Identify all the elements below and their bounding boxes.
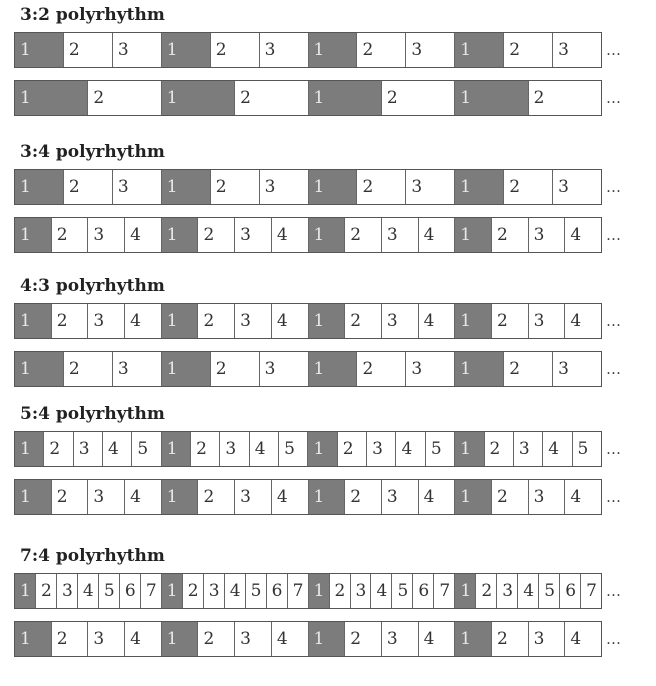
beat-cell: 3 [382, 304, 419, 338]
beat-cell: 4 [78, 574, 99, 608]
beat-cell: 2 [492, 622, 529, 656]
beat-cell: 2 [330, 574, 351, 608]
continuation-ellipsis: … [606, 582, 621, 600]
beat-cell: 5 [392, 574, 413, 608]
continuation-ellipsis: … [606, 178, 621, 196]
beat-cell: 3 [529, 622, 566, 656]
beat-cell: 5 [573, 432, 601, 466]
beat-cell-accent: 1 [15, 574, 36, 608]
beat-cell: 4 [272, 480, 309, 514]
beat-cell: 3 [88, 218, 125, 252]
beat-row [14, 479, 602, 515]
beat-cell: 4 [565, 304, 601, 338]
beat-cell: 2 [36, 574, 57, 608]
beat-cell-accent: 1 [455, 81, 528, 115]
beat-cell-accent: 1 [162, 218, 199, 252]
beat-cell: 2 [211, 352, 260, 386]
beat-cell: 2 [382, 81, 455, 115]
beat-cell: 2 [198, 304, 235, 338]
beat-cell: 2 [64, 33, 113, 67]
beat-cell: 3 [406, 170, 455, 204]
beat-cell: 7 [581, 574, 601, 608]
beat-cell-accent: 1 [162, 81, 235, 115]
beat-row [14, 32, 602, 68]
beat-cell: 2 [476, 574, 497, 608]
beat-cell-accent: 1 [309, 574, 330, 608]
beat-cell-accent: 1 [455, 574, 476, 608]
beat-cell: 3 [406, 352, 455, 386]
beat-cell-accent: 1 [162, 33, 211, 67]
section-title: 4:3 polyrhythm [20, 276, 165, 296]
beat-cell: 4 [565, 218, 601, 252]
beat-cell: 7 [288, 574, 309, 608]
beat-cell-accent: 1 [455, 480, 492, 514]
beat-cell: 6 [413, 574, 434, 608]
beat-cell: 2 [357, 170, 406, 204]
beat-cell: 2 [345, 218, 382, 252]
beat-cell: 2 [492, 304, 529, 338]
section-title: 3:4 polyrhythm [20, 142, 165, 162]
beat-cell-accent: 1 [455, 218, 492, 252]
beat-cell: 2 [345, 622, 382, 656]
beat-cell: 3 [235, 304, 272, 338]
beat-cell: 4 [225, 574, 246, 608]
continuation-ellipsis: … [606, 488, 621, 506]
beat-cell: 3 [260, 352, 309, 386]
beat-cell-accent: 1 [15, 622, 52, 656]
beat-cell-accent: 1 [309, 622, 346, 656]
continuation-ellipsis: … [606, 440, 621, 458]
beat-cell-accent: 1 [15, 218, 52, 252]
beat-cell: 3 [88, 622, 125, 656]
beat-cell: 3 [235, 218, 272, 252]
beat-cell-accent: 1 [309, 352, 358, 386]
beat-cell: 5 [426, 432, 455, 466]
beat-cell: 3 [204, 574, 225, 608]
beat-cell: 2 [198, 480, 235, 514]
beat-cell-accent: 1 [15, 304, 52, 338]
beat-cell: 4 [419, 622, 456, 656]
beat-cell-accent: 1 [308, 432, 337, 466]
continuation-ellipsis: … [606, 312, 621, 330]
beat-cell: 4 [419, 218, 456, 252]
beat-cell: 6 [267, 574, 288, 608]
beat-cell: 2 [183, 574, 204, 608]
beat-row [14, 573, 602, 609]
beat-cell: 3 [260, 33, 309, 67]
beat-cell: 3 [220, 432, 249, 466]
beat-cell: 3 [113, 352, 162, 386]
beat-cell-accent: 1 [15, 33, 64, 67]
beat-cell-accent: 1 [15, 81, 88, 115]
beat-cell-accent: 1 [455, 432, 484, 466]
beat-cell-accent: 1 [309, 218, 346, 252]
beat-cell: 3 [113, 33, 162, 67]
beat-cell-accent: 1 [15, 432, 44, 466]
beat-row [14, 303, 602, 339]
beat-cell-accent: 1 [162, 170, 211, 204]
beat-row [14, 80, 602, 116]
beat-cell: 2 [504, 170, 553, 204]
beat-cell: 3 [260, 170, 309, 204]
beat-cell-accent: 1 [162, 622, 199, 656]
beat-cell: 3 [406, 33, 455, 67]
continuation-ellipsis: … [606, 41, 621, 59]
beat-cell: 2 [492, 218, 529, 252]
beat-cell: 4 [419, 480, 456, 514]
beat-cell: 3 [382, 622, 419, 656]
beat-row [14, 169, 602, 205]
beat-cell: 2 [198, 622, 235, 656]
beat-cell: 4 [272, 304, 309, 338]
beat-row [14, 217, 602, 253]
beat-cell: 4 [518, 574, 539, 608]
beat-cell-accent: 1 [15, 170, 64, 204]
beat-cell-accent: 1 [162, 480, 199, 514]
beat-cell: 4 [272, 218, 309, 252]
beat-cell: 2 [198, 218, 235, 252]
beat-cell: 4 [396, 432, 425, 466]
beat-cell: 2 [52, 622, 89, 656]
beat-cell: 2 [357, 33, 406, 67]
beat-cell-accent: 1 [309, 170, 358, 204]
beat-cell: 6 [120, 574, 141, 608]
beat-cell-accent: 1 [15, 352, 64, 386]
beat-row [14, 621, 602, 657]
beat-cell: 5 [99, 574, 120, 608]
beat-cell: 4 [125, 480, 162, 514]
beat-cell: 5 [539, 574, 560, 608]
beat-cell: 2 [504, 33, 553, 67]
beat-cell: 5 [279, 432, 308, 466]
beat-cell-accent: 1 [309, 81, 382, 115]
continuation-ellipsis: … [606, 89, 621, 107]
beat-cell: 3 [88, 480, 125, 514]
beat-cell-accent: 1 [309, 33, 358, 67]
beat-cell: 2 [44, 432, 73, 466]
beat-cell: 2 [338, 432, 367, 466]
beat-cell: 4 [419, 304, 456, 338]
beat-cell-accent: 1 [455, 33, 504, 67]
beat-cell: 3 [367, 432, 396, 466]
beat-row [14, 431, 602, 467]
beat-cell: 3 [514, 432, 543, 466]
beat-cell-accent: 1 [162, 352, 211, 386]
beat-cell-accent: 1 [162, 304, 199, 338]
beat-cell: 3 [235, 622, 272, 656]
section-title: 3:2 polyrhythm [20, 5, 165, 25]
beat-cell-accent: 1 [162, 432, 191, 466]
beat-cell: 2 [211, 33, 260, 67]
beat-cell: 7 [141, 574, 162, 608]
beat-cell: 3 [497, 574, 518, 608]
beat-cell: 3 [382, 480, 419, 514]
beat-cell: 3 [113, 170, 162, 204]
section-title: 5:4 polyrhythm [20, 404, 165, 424]
beat-cell: 3 [88, 304, 125, 338]
beat-cell: 5 [246, 574, 267, 608]
section-title: 7:4 polyrhythm [20, 546, 165, 566]
beat-cell: 3 [74, 432, 103, 466]
beat-cell: 2 [345, 304, 382, 338]
beat-cell: 2 [211, 170, 260, 204]
beat-cell: 3 [529, 480, 566, 514]
beat-cell: 2 [64, 170, 113, 204]
beat-cell: 3 [553, 170, 601, 204]
beat-cell: 3 [235, 480, 272, 514]
beat-cell: 2 [492, 480, 529, 514]
beat-cell: 2 [64, 352, 113, 386]
continuation-ellipsis: … [606, 630, 621, 648]
beat-cell: 4 [543, 432, 572, 466]
beat-cell: 2 [485, 432, 514, 466]
beat-cell: 4 [565, 480, 601, 514]
beat-cell-accent: 1 [455, 170, 504, 204]
beat-cell-accent: 1 [455, 622, 492, 656]
beat-cell: 4 [103, 432, 132, 466]
beat-cell: 4 [125, 622, 162, 656]
beat-cell: 2 [191, 432, 220, 466]
beat-cell-accent: 1 [455, 304, 492, 338]
continuation-ellipsis: … [606, 360, 621, 378]
beat-cell-accent: 1 [309, 480, 346, 514]
beat-cell: 2 [504, 352, 553, 386]
beat-cell: 4 [125, 304, 162, 338]
beat-cell: 3 [553, 33, 601, 67]
continuation-ellipsis: … [606, 226, 621, 244]
beat-cell: 5 [132, 432, 161, 466]
beat-cell: 3 [529, 304, 566, 338]
beat-cell-accent: 1 [15, 480, 52, 514]
beat-cell: 3 [351, 574, 372, 608]
beat-cell: 3 [553, 352, 601, 386]
beat-cell: 2 [52, 480, 89, 514]
beat-cell: 4 [565, 622, 601, 656]
beat-cell: 2 [345, 480, 382, 514]
beat-row [14, 351, 602, 387]
beat-cell: 3 [382, 218, 419, 252]
beat-cell-accent: 1 [162, 574, 183, 608]
beat-cell: 6 [560, 574, 581, 608]
beat-cell: 3 [57, 574, 78, 608]
beat-cell: 2 [52, 218, 89, 252]
beat-cell: 4 [125, 218, 162, 252]
beat-cell: 7 [434, 574, 455, 608]
beat-cell-accent: 1 [309, 304, 346, 338]
beat-cell: 3 [529, 218, 566, 252]
beat-cell: 2 [88, 81, 161, 115]
beat-cell: 4 [250, 432, 279, 466]
beat-cell: 4 [371, 574, 392, 608]
beat-cell-accent: 1 [455, 352, 504, 386]
beat-cell: 2 [235, 81, 308, 115]
beat-cell: 2 [52, 304, 89, 338]
beat-cell: 4 [272, 622, 309, 656]
beat-cell: 2 [357, 352, 406, 386]
beat-cell: 2 [529, 81, 601, 115]
